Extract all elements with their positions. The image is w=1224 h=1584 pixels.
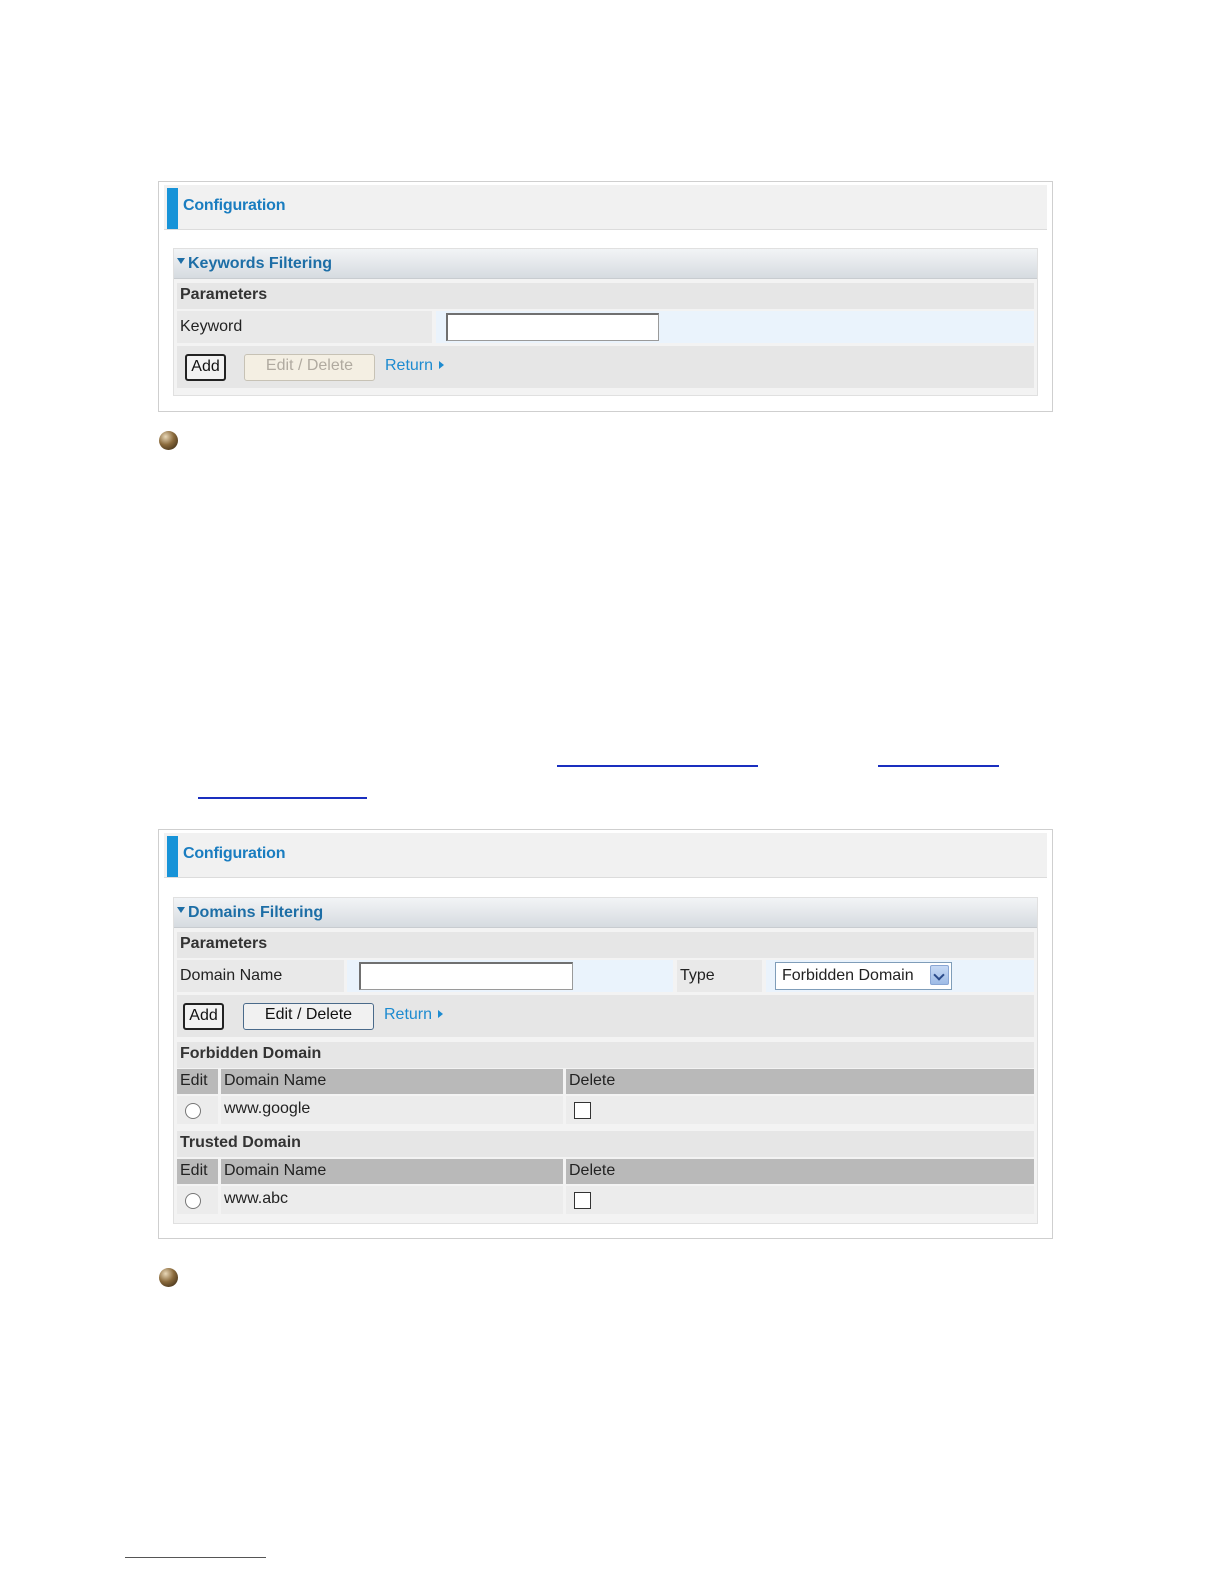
section-title: Keywords Filtering [188, 255, 333, 272]
section-header[interactable] [174, 249, 1037, 279]
domain-name-label: Domain Name [180, 967, 283, 984]
right-arrow-icon [439, 361, 444, 369]
keywords-filtering-section [173, 248, 1038, 396]
domain-name-value: www.abc [224, 1190, 289, 1207]
column-header-delete: Delete [566, 1069, 1034, 1094]
type-label-cell [677, 960, 762, 992]
parameters-row [177, 932, 1034, 958]
return-label: Return [385, 357, 434, 374]
delete-checkbox[interactable] [574, 1192, 591, 1209]
link-underline[interactable] [198, 797, 367, 799]
domain-name-value-cell [347, 960, 673, 992]
table-row-domain-cell [221, 1096, 563, 1124]
return-link[interactable] [385, 357, 444, 375]
trusted-domain-title-row [177, 1131, 1034, 1157]
section-title: Domains Filtering [188, 904, 324, 921]
config-accent-bar [167, 836, 178, 877]
right-arrow-icon [438, 1010, 443, 1018]
domain-name-input[interactable] [359, 962, 573, 990]
keyword-label: Keyword [180, 318, 243, 335]
domain-name-value: www.google [224, 1100, 311, 1117]
link-underline[interactable] [557, 765, 758, 767]
column-header-edit: Edit [177, 1159, 218, 1184]
type-select[interactable] [775, 962, 952, 990]
button-row [177, 995, 1034, 1037]
bullet-icon [159, 1268, 178, 1287]
table-row-edit-cell [177, 1096, 218, 1124]
delete-checkbox[interactable] [574, 1102, 591, 1119]
parameters-label: Parameters [180, 935, 268, 952]
add-button[interactable]: Add [185, 354, 226, 381]
keyword-label-cell [177, 311, 432, 343]
footnote-underline [125, 1557, 266, 1558]
parameters-label: Parameters [180, 286, 268, 303]
table-row-edit-cell [177, 1186, 218, 1214]
button-row [177, 346, 1034, 388]
collapse-triangle-icon [177, 258, 185, 264]
type-selected-value: Forbidden Domain [782, 967, 914, 984]
config-title: Configuration [183, 845, 286, 862]
table-row-delete-cell [566, 1186, 1034, 1214]
parameters-row [177, 283, 1034, 309]
edit-radio[interactable] [185, 1193, 201, 1209]
return-label: Return [384, 1006, 433, 1023]
dropdown-arrow-icon[interactable] [930, 965, 949, 985]
type-label: Type [680, 967, 715, 984]
keywords-config-panel [158, 181, 1053, 412]
forbidden-domain-title: Forbidden Domain [180, 1045, 322, 1062]
edit-radio[interactable] [185, 1103, 201, 1119]
forbidden-domain-title-row [177, 1042, 1034, 1068]
edit-delete-button[interactable]: Edit / Delete [244, 354, 375, 381]
trusted-domain-title: Trusted Domain [180, 1134, 301, 1151]
column-header-domain-name: Domain Name [221, 1159, 563, 1184]
config-accent-bar [167, 188, 178, 229]
domain-name-label-cell [177, 960, 344, 992]
domains-config-panel [158, 829, 1053, 1239]
table-row-delete-cell [566, 1096, 1034, 1124]
keyword-value-cell [436, 311, 1034, 343]
section-header[interactable] [174, 898, 1037, 928]
column-header-delete: Delete [566, 1159, 1034, 1184]
link-underline[interactable] [878, 765, 999, 767]
type-value-cell [766, 960, 1034, 992]
column-header-domain-name: Domain Name [221, 1069, 563, 1094]
domains-filtering-section [173, 897, 1038, 1224]
table-row-domain-cell [221, 1186, 563, 1214]
config-header [164, 833, 1047, 878]
collapse-triangle-icon [177, 907, 185, 913]
edit-delete-button[interactable]: Edit / Delete [243, 1003, 374, 1030]
add-button[interactable]: Add [183, 1003, 224, 1030]
keyword-input[interactable] [446, 313, 659, 341]
config-header [164, 185, 1047, 230]
config-title: Configuration [183, 197, 286, 214]
bullet-icon [159, 431, 178, 450]
return-link[interactable] [384, 1006, 443, 1024]
column-header-edit: Edit [177, 1069, 218, 1094]
